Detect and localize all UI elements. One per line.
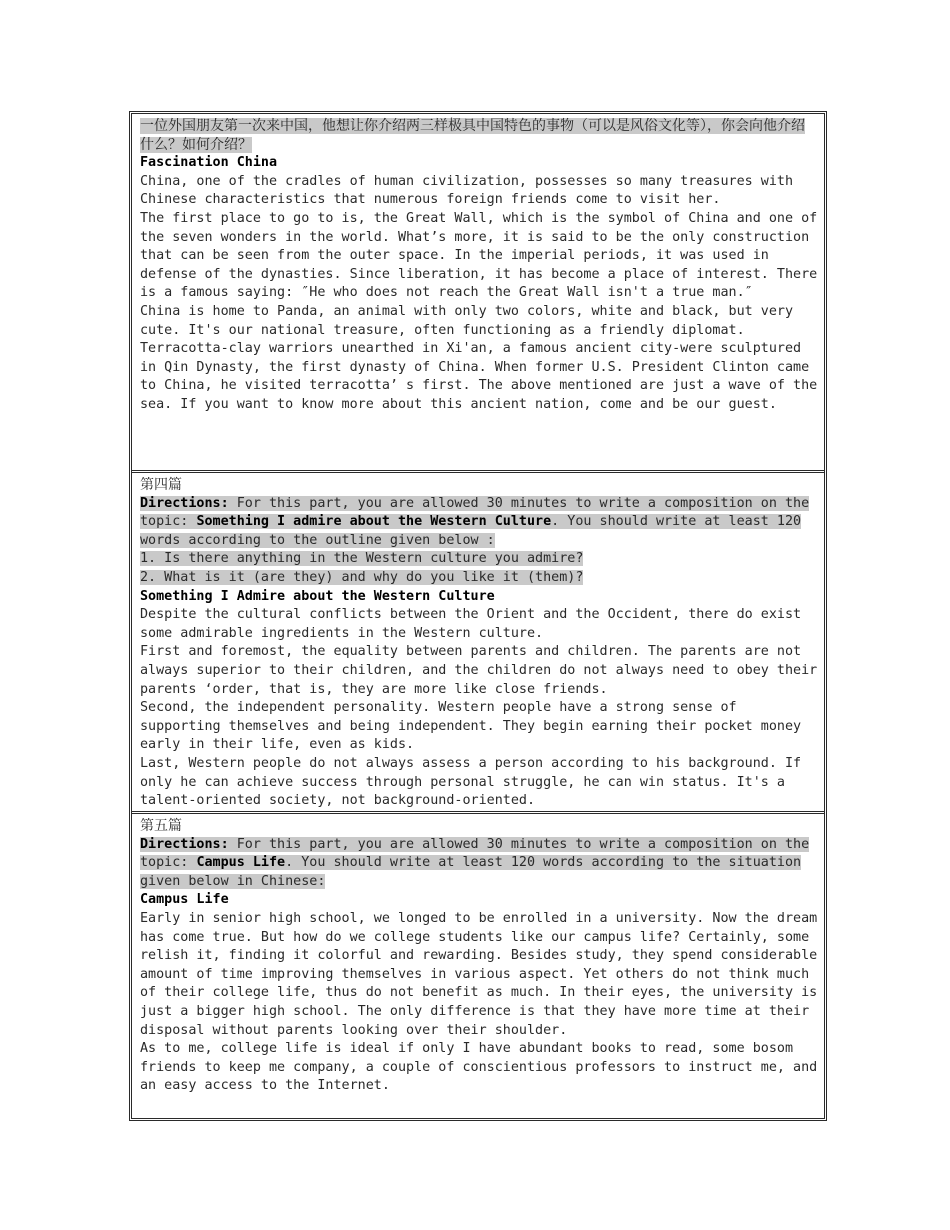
paragraph: China is home to Panda, an animal with only two colors, white and black, but very cute. It's our national treasure, often functioning as a friendly diplomat. (140, 303, 794, 338)
paragraph: Last, Western people do not always assess a person according to his background. If only he can achieve success through personal struggle, he can win status. It's a talent-oriented society, not background-oriented. (140, 755, 802, 809)
topic: Something I admire about the Western Culture (196, 514, 552, 530)
essay-cell-2 (132, 473, 824, 814)
essay-table (129, 111, 827, 1121)
essay-title: Something I Admire about the Western Culture (140, 588, 495, 604)
essay-cell-3 (132, 814, 824, 1118)
essay-cell-1 (132, 114, 824, 473)
directions: Directions: For this part, you are allowed 30 minutes to write a composition on the topic: Campus Life. You should write at least 120 words according to the situation given below in Chinese: (140, 836, 810, 889)
paragraph: The first place to go to is, the Great Wall, which is the symbol of China and one of the seven wonders in the world. What’s more, it is said to be the only construction that can be seen from the outer space. In the imperial periods, it was used in defense of the dynasties. Since liberation, it has become a place of interest. There is a famous saying: ″He who does not reach the Great Wall isn't a true man.″ (140, 210, 818, 301)
paragraph: China, one of the cradles of human civilization, possesses so many treasures with Chinese characteristics that numerous foreign friends come to visit her. (140, 173, 794, 208)
directions-label: Directions: (140, 836, 229, 852)
topic: Campus Life (196, 855, 286, 871)
paragraph: Early in senior high school, we longed to be enrolled in a university. Now the dream has come true. But how do we college students like our campus life? Certainly, some relish it, finding it colorful and rewarding. Besides study, they spend considerable amount of time improving themselves in various aspect. Yet others do not think much of their college life, thus do not benefit as much. In their eyes, the university is just a bigger high school. The only difference is that they have more time at their disposal without parents looking over their shoulder. (140, 910, 818, 1038)
paragraph: As to me, college life is ideal if only I have abundant books to read, some bosom friends to keep me company, a couple of conscientious professors to instruct me, and an easy access to the Internet. (140, 1041, 818, 1094)
essay-title: Fascination China (140, 155, 278, 171)
essay-prompt: 一位外国朋友第一次来中国，他想让你介绍两三样极具中国特色的事物（可以是风俗文化等），你会向他介绍什么？如何介绍？ (140, 118, 805, 153)
section-heading: 第四篇 (140, 477, 182, 493)
section-heading: 第五篇 (140, 818, 182, 834)
paragraph: Second, the independent personality. Western people have a strong sense of supporting themselves and being independent. They begin earning their pocket money early in their life, even as kids. (140, 700, 802, 753)
paragraph: Despite the cultural conflicts between the Orient and the Occident, there do exist some admirable ingredients in the Western culture. (140, 607, 802, 641)
paragraph: First and foremost, the equality between parents and children. The parents are not always superior to their children, and the children do not always need to obey their parents ‘order, that is, they are more like close friends. (140, 644, 818, 697)
outline-item: 1. Is there anything in the Western culture you admire? (140, 551, 584, 567)
directions: Directions: For this part, you are allowed 30 minutes to write a composition on the topic: Something I admire about the Western Culture. You should write at least 120 words according to the outline given below : (140, 495, 810, 548)
paragraph: Terracotta-clay warriors unearthed in Xi'an, a famous ancient city-were sculptured in Qin Dynasty, the first dynasty of China. When former U.S. President Clinton came to China, he visited terracotta’ s first. The above mentioned are just a wave of the sea. If you want to know more about this ancient nation, come and be our guest. (140, 341, 818, 412)
outline-item: 2. What is it (are they) and why do you like it (them)? (140, 569, 584, 585)
directions-label: Directions: (140, 495, 229, 511)
essay-title: Campus Life (140, 892, 229, 908)
